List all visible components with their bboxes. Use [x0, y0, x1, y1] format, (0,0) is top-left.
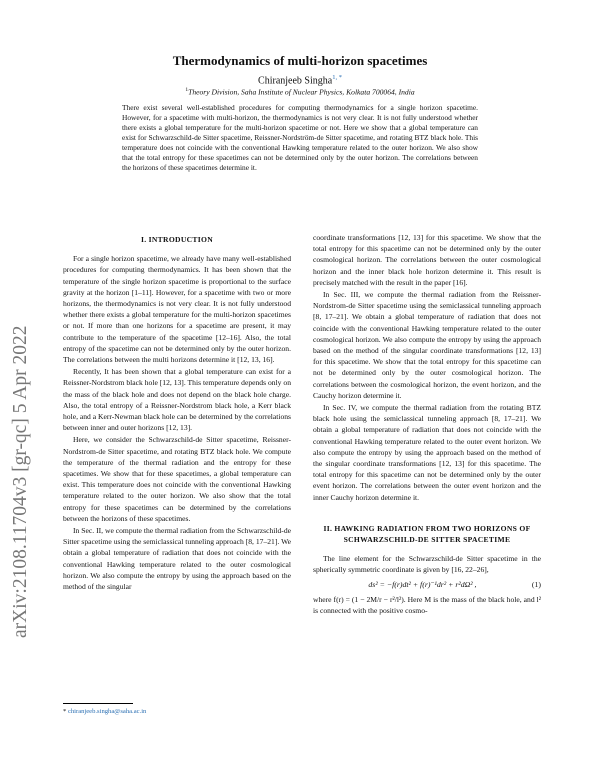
abstract-text: There exist several well-established procedures for computing thermodynamics for a single horizon spacetime. However, for a spacetime with multi-horizon, the thermodynamics is not very clear. It is not fully understood whether there exists a global temperature for the multi-horizon spacetime or not. Here we show that a global temperature can exist for Schwarzschild-de Sitter spacetime, Reissner-Nordström-de Sitter spacetime, and rotating BTZ black hole. This temperature does not coincide with the conventional Hawking temperature related to the outer horizon. We also show that the total entropy for these spacetimes can not be determined only by the outer horizon. The correlations between the horizons of these spacetimes determine it.	[122, 103, 478, 172]
footnote	[63, 703, 291, 715]
arxiv-id: arXiv:2108.11704v3 [gr-qc] 5 Apr 2022	[10, 325, 31, 638]
affiliation	[0, 87, 600, 97]
email-link[interactable]: chiranjeeb.singha@saha.ac.in	[67, 708, 147, 715]
footnote-rule	[63, 703, 133, 704]
paragraph: For a single horizon spacetime, we already have many well-established procedures for computing thermodynamics. It has been shown that the temperature of the single horizon spacetime is proportional to the surface gravity at the horizon [1–11]. However, for a spacetime with two or more horizons, the thermodynamics is not very clear. It is not fully understood whether there exists a global temperature for the multi-horizon spacetimes or not. If more than one horizons for a spacetime are present, it may contribute to the temperature of the spacetime [12–16]. Also, the total entropy of the spacetime can not be determined only by the outer horizon. The correlations between the multi horizons determine it [12, 13, 16].	[63, 254, 291, 365]
paragraph: coordinate transformations [12, 13] for this spacetime. We show that the total entropy for this spacetime can not be determined only by the outer cosmological horizon. The correlations between the outer cosmological horizon and the inner black hole horizon determine it. This result is precisely matched with the result in the paper [16].	[313, 233, 541, 287]
right-column	[313, 232, 541, 616]
affiliation-mark: 1	[185, 87, 189, 93]
equation-1	[313, 576, 541, 594]
paragraph: The line element for the Schwarzschild-de Sitter spacetime in the spherically symmetric coordinate is given by [16, 22–26],	[313, 554, 541, 575]
section-heading-introduction: I. INTRODUCTION	[140, 235, 213, 244]
section-heading-hawking-radiation: II. HAWKING RADIATION FROM TWO HORIZONS OF SCHWARZSCHILD-DE SITTER SPACETIME	[323, 523, 531, 545]
paragraph: Here, we consider the Schwarzschild-de Sitter spacetime, Reissner-Nordstrom-de Sitter spacetime, and rotating BTZ black hole. We compute the temperature of the thermal radiation and the entropy for these spacetimes. We show that for these spacetimes, a global temperature can exist. This temperature does not coincide with the conventional Hawking temperature related to the outer horizon. We also show that the total entropy for these spacetimes can be determined by the correlations between the horizons of these spacetimes.	[63, 435, 291, 523]
paragraph: In Sec. III, we compute the thermal radiation from the Reissner-Nordstrom-de Sitter spacetime using the semiclassical tunneling approach [8, 17–21]. We obtain a global temperature of radiation that does not coincide with the conventional Hawking temperature related to the outer cosmological horizon. We also compute the entropy by using the approach based on the method of the singular coordinate transformations [12, 13] for this spacetime. We show that the total entropy for this spacetime can not be determined only by the outer cosmological horizon. The correlations between the cosmological horizon, the event horizon, and the Cauchy horizon determine it.	[313, 290, 541, 400]
paragraph: Recently, It has been shown that a global temperature can exist for a Reissner-Nordstrom black hole [12, 13]. This temperature depends only on the mass of the black hole and does not depend on the black hole charge. Also, the total entropy of a Reissner-Nordstrom black hole, a Kerr black hole, and a Kerr-Newman black hole can be determined by the correlations between inner and outer horizons [12, 13].	[63, 367, 291, 433]
affiliation-text: Theory Division, Saha Institute of Nuclear Physics, Kolkata 700064, India	[188, 87, 415, 97]
paragraph: In Sec. IV, we compute the thermal radiation from the rotating BTZ black hole using the semiclassical tunneling approach [8, 17–21]. We obtain a global temperature of radiation that does not coincide with the conventional Hawking temperature related to the outer event horizon. We also compute the entropy by using the approach based on the method of the singular coordinate transformations [12, 13] for this spacetime. The total entropy for this spacetime can not be determined only by the outer event horizon. The correlations between the outer event horizon and the inner Cauchy horizon determine it.	[313, 403, 541, 502]
footnote-mark: *	[63, 708, 67, 715]
author-marks: 1, *	[332, 74, 342, 81]
paper-title: Thermodynamics of multi-horizon spacetimes	[172, 53, 428, 68]
abstract	[122, 103, 478, 173]
author-name: Chiranjeeb Singha	[258, 75, 333, 87]
paragraph: In Sec. II, we compute the thermal radiation from the Schwarzschild-de Sitter spacetime using the semiclassical tunneling approach [8, 17–21]. We obtain a global temperature of radiation that does not coincide with the conventional Hawking temperature related to the outer cosmological horizon. We also compute the entropy by using the approach based on the method of the singular	[63, 526, 291, 592]
arxiv-stamp	[6, 200, 32, 640]
equation-body: ds² = −f(r)dt² + f(r)⁻¹dr² + r²dΩ² ,	[368, 579, 477, 589]
left-column	[63, 234, 291, 592]
equation-number: (1)	[531, 579, 541, 589]
author-line	[0, 74, 600, 86]
paragraph: where f(r) = (1 − 2M/r − r²/l²). Here M is the mass of the black hole, and l² is connected with the positive cosmo-	[313, 594, 541, 616]
